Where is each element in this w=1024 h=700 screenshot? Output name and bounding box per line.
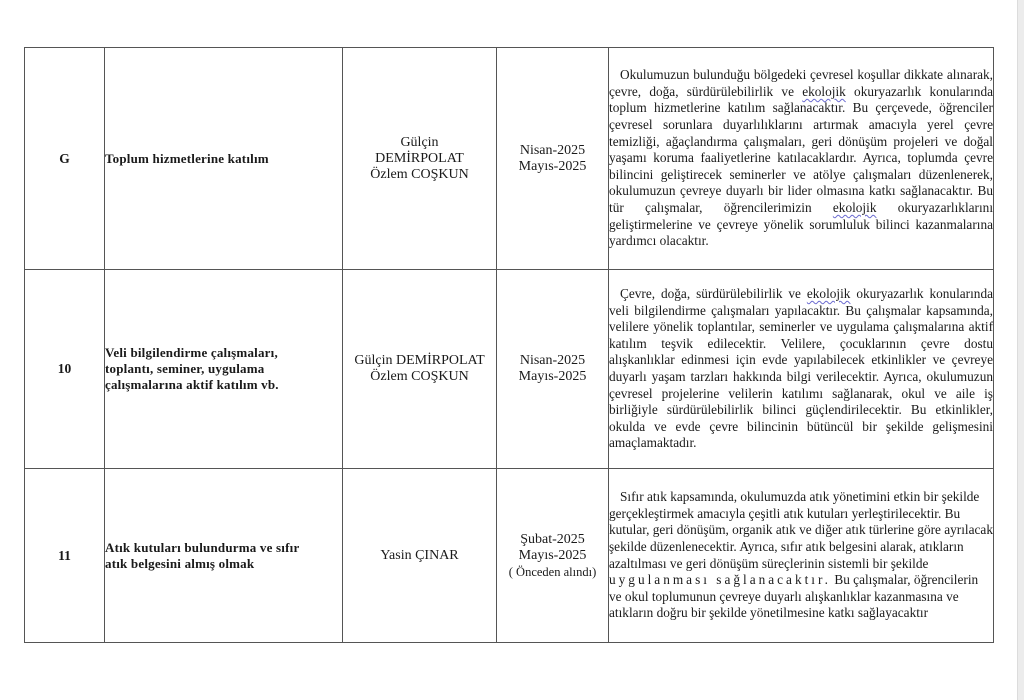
row-number: 11 <box>25 469 105 643</box>
date-range <box>497 469 609 643</box>
description-text <box>609 489 993 622</box>
activity-name <box>105 469 343 643</box>
responsible-line: Yasin ÇINAR <box>380 547 459 563</box>
row-number: G <box>25 48 105 270</box>
spellcheck-word: ekolojik <box>832 199 877 215</box>
description-segment: Okulumuzun bulunduğu bölgedeki çevresel koşullar dikkate alınarak, çevre, doğa, sürdürülebilirlik ve <box>609 67 993 99</box>
description-text <box>609 67 993 250</box>
responsible-line: Özlem COŞKUN <box>370 166 469 182</box>
page-edge <box>1017 0 1024 700</box>
description-segment: okuryazarlık konularında toplum hizmetlerine katılım sağlanacaktır. Bu çerçevede, öğrenciler çevresel sorunlara duyarlılıklarını artırmak amacıyla yerel çevre temizliği, ağaçlandırma çalışmaları, geri dönüşüm projeleri ve doğal yaşamı koruma faaliyetlerine katılacaklardır. Ayrıca, toplumda çevre bilincini geliştirecek seminerler ve atölye çalışmaları düzenlenerek, okulumuzun çevreye duyarlı bir lider olmasına katkı sağlanacaktır. Bu tür çalışmalar, öğrencilerimizin <box>609 83 993 215</box>
responsible-line: Gülçin <box>400 134 439 150</box>
activity-line: atık belgesini almış olmak <box>105 555 255 571</box>
date-start: Nisan-2025 <box>519 353 586 368</box>
activity-description <box>609 469 994 643</box>
responsible-line: Gülçin DEMİRPOLAT <box>354 353 485 368</box>
description-segment: okuryazarlıklarını geliştirmelerine ve çevreye yönelik sorumluluk bilinci kazanmalarına yardımcı olacaktır. <box>609 199 994 249</box>
activity-line: Veli bilgilendirme çalışmaları, <box>105 345 278 360</box>
responsible-persons <box>343 469 497 643</box>
date-end: Mayıs-2025 <box>518 369 587 384</box>
date-start: Nisan-2025 <box>519 142 586 158</box>
description-segment: okuryazarlık konularında veli bilgilendirme çalışmaları yapılacaktır. Bu çalışmalar kapsamında, velilere yönelik toplantılar, seminerler ve uygulama çalışmalarına aktif katılım teşvik edilecektir. Velilere, çocuklarının çevre dostu alışkanlıklar edinmesi için evde yapılabilecek etkinlikler ve çevreye duyarlı yaşam tarzları hakkında bilgi verilecektir. Ayrıca, okulumuzun çevresel projelerine velilerin katılımı sağlanarak, okul ve aile iş birliğiyle sürdürülebilirlik bilinci güçlendirilecektir. Bu etkinlikler, okulda ve evde çevre bilincinin bütüncül bir şekilde gelişmesini amaçlamaktadır. <box>609 286 993 451</box>
activity-description <box>609 270 994 469</box>
table-row <box>25 48 994 270</box>
activity-plan-table <box>24 47 994 643</box>
activity-line: Atık kutuları bulundurma ve sıfır <box>105 539 300 555</box>
responsible-line: Özlem COŞKUN <box>370 369 469 384</box>
responsible-persons <box>343 270 497 469</box>
table-row <box>25 270 994 469</box>
date-end: Mayıs-2025 <box>518 158 587 174</box>
table-row <box>25 469 994 643</box>
spellcheck-word: ekolojik <box>802 83 846 99</box>
description-segment: Sıfır atık kapsamında, okulumuzda atık yönetimini etkin bir şekilde gerçekleştirmek amacıyla çeşitli atık kutuları yerleştirilecektir. Bu kutular, geri dönüşüm, organik atık ve diğer atık türlerine göre ayrılacak şekilde düzenlenecektir. Ayrıca, sıfır atık belgesini alarak, atıkların azaltılması ve geri dönüşüm süreçlerinin sistemli bir şekilde <box>609 489 993 571</box>
activity-description <box>609 48 994 270</box>
responsible-persons <box>343 48 497 270</box>
date-range <box>497 270 609 469</box>
date-end: Mayıs-2025 <box>518 547 587 563</box>
description-segment: Çevre, doğa, sürdürülebilirlik ve <box>620 286 807 302</box>
row-number: 10 <box>25 270 105 469</box>
spellcheck-word: ekolojik <box>806 286 851 302</box>
description-text <box>609 286 993 452</box>
date-range <box>497 48 609 270</box>
responsible-line: DEMİRPOLAT <box>375 150 464 166</box>
description-segment-spaced: uygulanması sağlanacaktır. <box>609 572 832 588</box>
activity-name <box>105 270 343 469</box>
activity-line: toplantı, seminer, uygulama <box>105 361 265 376</box>
date-start: Şubat-2025 <box>520 531 585 547</box>
activity-name: Toplum hizmetlerine katılım <box>105 48 343 270</box>
activity-line: çalışmalarına aktif katılım vb. <box>105 377 279 392</box>
date-note: ( Önceden alındı) <box>508 564 597 579</box>
description-segment: Bu çalışmalar, öğrencilerin ve okul toplumunun çevreye duyarlı alışkanlıklar kazanmasına ve atıkların doğru bir şekilde yönetilmesine katkı sağlayacaktır <box>609 572 979 621</box>
